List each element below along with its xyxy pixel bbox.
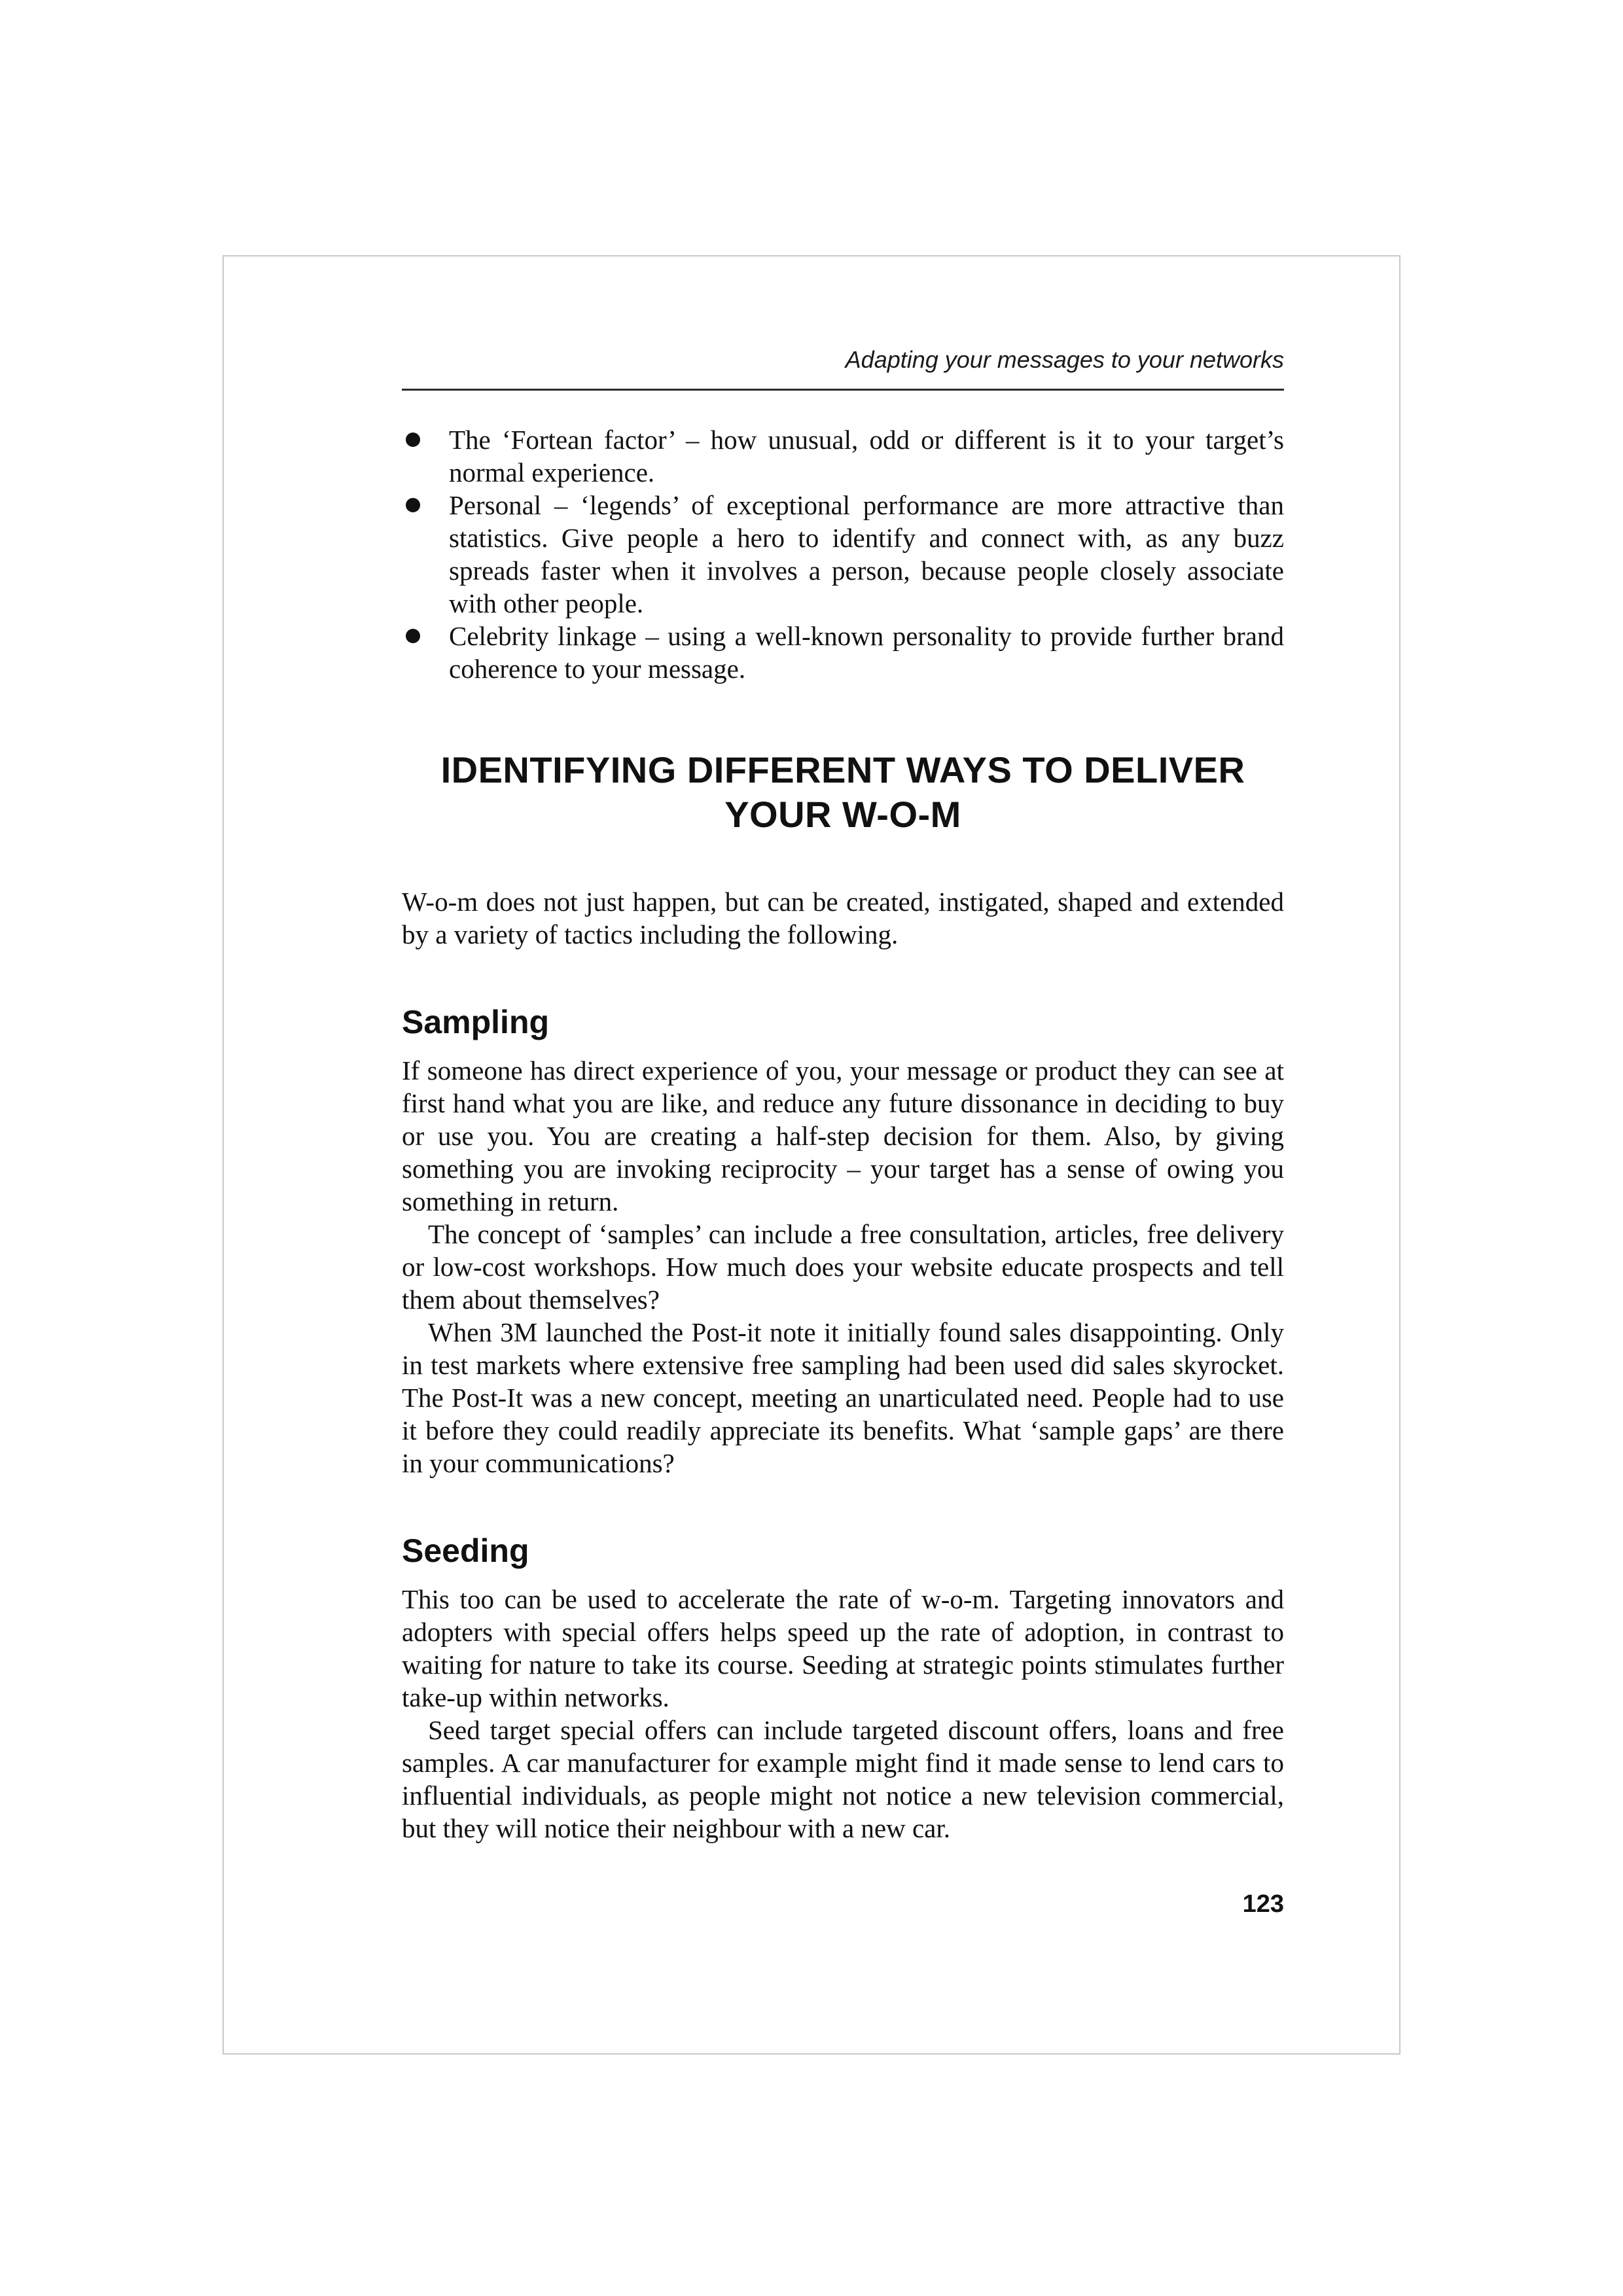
sampling-heading: Sampling: [402, 1004, 550, 1040]
bullet-item: [402, 620, 1284, 685]
sampling-paragraph-2: The concept of ‘samples’ can include a free consultation, articles, free delivery or low-cost workshops. How much does your website educate prospects and tell them about themselves?: [402, 1219, 1284, 1315]
section-main-heading: [428, 748, 1258, 837]
main-heading-line-2: YOUR W-O-M: [724, 794, 961, 835]
sampling-paragraph-1: If someone has direct experience of you, your message or product they can see at first hand what you are like, and reduce any future dissonance in deciding to buy or use you. You are creating a half-step decision for them. Also, by giving something you are invoking reciprocity – your target has a sense of owing you something in return.: [402, 1055, 1284, 1216]
intro-paragraph: W-o-m does not just happen, but can be created, instigated, shaped and extended by a variety of tactics including the following.: [402, 887, 1284, 949]
seeding-heading: Seeding: [402, 1532, 529, 1569]
bullet-item: [402, 423, 1284, 489]
bullet-list: [402, 423, 1284, 685]
bullet-text: Personal – ‘legends’ of exceptional performance are more attractive than statistics. Give people a hero to identify and connect with, as any buzz spreads faster when it involves a person, because people closely associate with other people.: [449, 490, 1284, 618]
bullet-dot-icon: [406, 498, 420, 512]
running-head: Adapting your messages to your networks: [402, 340, 1284, 391]
bullet-text: The ‘Fortean factor’ – how unusual, odd or different is it to your target’s normal experience.: [449, 425, 1284, 487]
page-number: 123: [1242, 1890, 1284, 1918]
page-content: [402, 340, 1284, 1918]
main-heading-line-1: IDENTIFYING DIFFERENT WAYS TO DELIVER: [440, 749, 1245, 790]
bullet-text: Celebrity linkage – using a well-known personality to provide further brand coherence to your message.: [449, 621, 1284, 684]
sampling-paragraph-3: When 3M launched the Post-it note it initially found sales disappointing. Only in test markets where extensive free sampling had been used did sales skyrocket. The Post-It was a new concept, meeting an unarticulated need. People had to use it before they could readily appreciate its benefits. What ‘sample gaps’ are there in your communications?: [402, 1317, 1284, 1478]
seeding-paragraph-1: This too can be used to accelerate the rate of w-o-m. Targeting innovators and adopters with special offers helps speed up the rate of adoption, in contrast to waiting for nature to take its course. Seeding at strategic points stimulates further take-up within networks.: [402, 1584, 1284, 1712]
bullet-item: [402, 489, 1284, 620]
seeding-paragraph-2: Seed target special offers can include targeted discount offers, loans and free samples. A car manufacturer for example might find it made sense to lend cars to influential individuals, as people might not notice a new television commercial, but they will notice their neighbour with a new car.: [402, 1715, 1284, 1843]
bullet-dot-icon: [406, 629, 420, 643]
bullet-dot-icon: [406, 433, 420, 447]
